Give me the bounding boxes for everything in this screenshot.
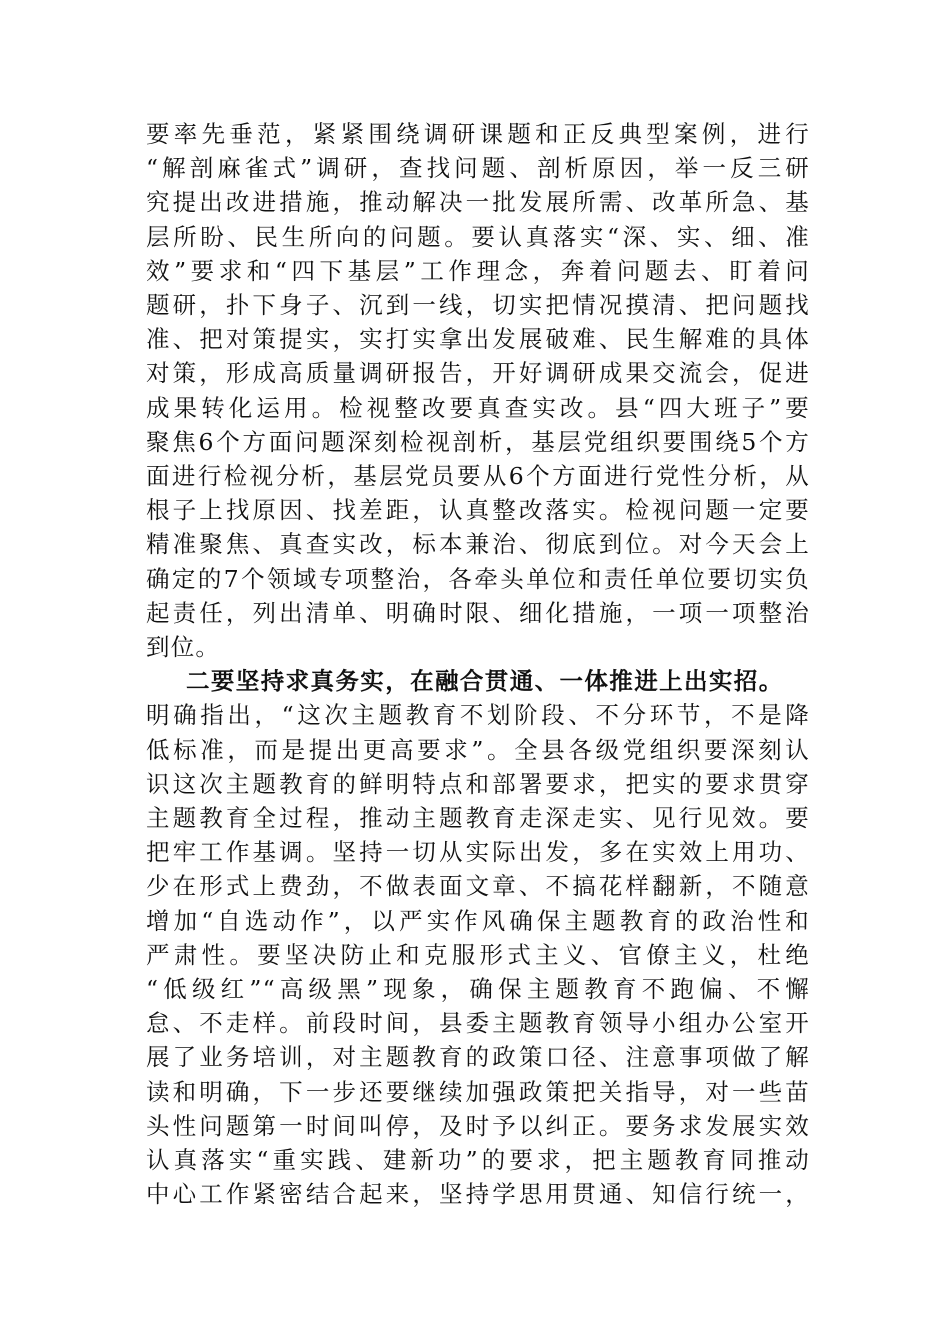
text-line: 准、把对策提实，实打实拿出发展破难、民生解难的具体 <box>146 325 810 354</box>
text-line: 明确指出，“这次主题教育不划阶段、不分环节，不是降 <box>146 701 810 730</box>
text-line: 增加“自选动作”，以严实作风确保主题教育的政治性和 <box>146 906 810 935</box>
text-line: 根子上找原因、找差距，认真整改落实。检视问题一定要 <box>146 496 810 525</box>
paragraph-2 <box>146 664 810 1211</box>
text-line: 对策，形成高质量调研报告，开好调研成果交流会，促进 <box>146 359 810 388</box>
text-line: 效”要求和“四下基层”工作理念，奔着问题去、盯着问 <box>146 256 810 285</box>
text-line: 头性问题第一时间叫停，及时予以纠正。要务求发展实效 <box>146 1111 810 1140</box>
text-line: 展了业务培训，对主题教育的政策口径、注意事项做了解 <box>146 1043 810 1072</box>
text-line: 层所盼、民生所向的问题。要认真落实“深、实、细、准 <box>146 222 810 251</box>
document-body <box>146 117 810 1212</box>
text-line: 低标准，而是提出更高要求”。全县各级党组织要深刻认 <box>146 735 810 764</box>
text-line: 严肃性。要坚决防止和克服形式主义、官僚主义，杜绝 <box>146 940 810 969</box>
text-line: 精准聚焦、真查实改，标本兼治、彻底到位。对今天会上 <box>146 530 810 559</box>
text-line: 到位。 <box>146 633 221 662</box>
text-line: “解剖麻雀式”调研，查找问题、剖析原因，举一反三研 <box>146 154 810 183</box>
text-line: 要率先垂范，紧紧围绕调研课题和正反典型案例，进行 <box>146 120 810 148</box>
text-line: 起责任，列出清单、明确时限、细化措施，一项一项整治 <box>146 598 810 627</box>
text-line: 读和明确，下一步还要继续加强政策把关指导，对一些苗 <box>146 1077 810 1106</box>
text-line: 聚焦6个方面问题深刻检视剖析，基层党组织要围绕5个方 <box>146 427 810 456</box>
text-line: 中心工作紧密结合起来，坚持学思用贯通、知信行统一， <box>146 1180 810 1209</box>
paragraph-1 <box>146 117 810 664</box>
text-line: 识这次主题教育的鲜明特点和部署要求，把实的要求贯穿 <box>146 769 810 798</box>
text-line: 确定的7个领域专项整治，各牵头单位和责任单位要切实负 <box>146 564 810 593</box>
section-heading: 二要坚持求真务实，在融合贯通、一体推进上出实招。 <box>186 667 784 696</box>
text-line: 面进行检视分析，基层党员要从6个方面进行党性分析，从 <box>146 462 810 491</box>
text-line: 题研，扑下身子、沉到一线，切实把情况摸清、把问题找 <box>146 291 810 320</box>
text-line: “低级红”“高级黑”现象，确保主题教育不跑偏、不懈 <box>146 975 810 1004</box>
text-line: 究提出改进措施，推动解决一批发展所需、改革所急、基 <box>146 188 810 217</box>
text-line: 少在形式上费劲，不做表面文章、不搞花样翻新，不随意 <box>146 872 810 901</box>
text-line: 主题教育全过程，推动主题教育走深走实、见行见效。要 <box>146 804 810 833</box>
text-line: 成果转化运用。检视整改要真查实改。县“四大班子”要 <box>146 393 810 422</box>
text-line: 把牢工作基调。坚持一切从实际出发，多在实效上用功、 <box>146 838 810 867</box>
text-line: 怠、不走样。前段时间，县委主题教育领导小组办公室开 <box>146 1009 810 1038</box>
text-line: 认真落实“重实践、建新功”的要求，把主题教育同推动 <box>146 1146 810 1175</box>
